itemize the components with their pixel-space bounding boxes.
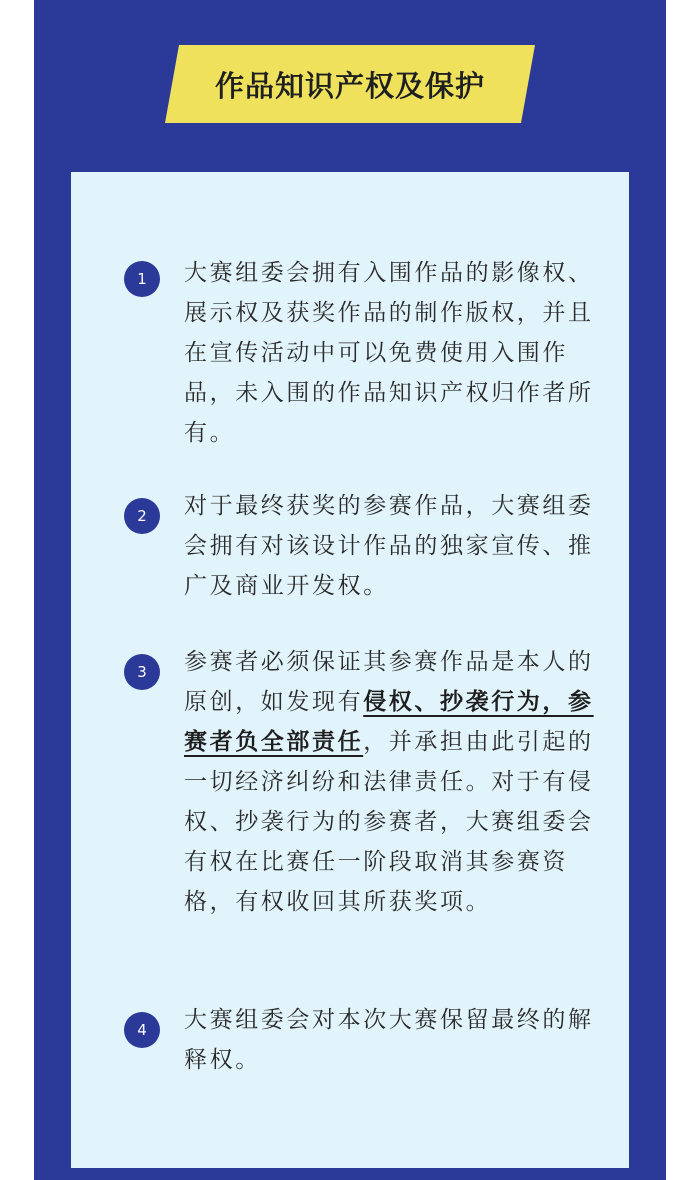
highlighted-warning: 侵权、抄袭行为，参赛者负全部责任 [184,689,594,755]
item-text-part: 参赛者必须保证其参赛作品是本人的原创，如发现有 [184,649,594,715]
page-title: 作品知识产权及保护 [214,68,485,103]
item-number-badge: 3 [124,654,160,690]
item-text: 大赛组委会拥有入围作品的影像权、展示权及获奖作品的制作版权，并且在宣传活动中可以免费使用入围作品，未入围的作品知识产权归作者所有。 [184,260,594,446]
item-text: 大赛组委会对本次大赛保留最终的解释权。 [184,1007,594,1073]
item-text [184,642,594,922]
item-text-part: ，并承担由此引起的一切经济纠纷和法律责任。对于有侵权、抄袭行为的参赛者，大赛组委会有权在比赛任一阶段取消其参赛资格，有权收回其所获奖项。 [184,729,594,915]
item-number-badge: 4 [124,1012,160,1048]
item-text: 对于最终获奖的参赛作品，大赛组委会拥有对该设计作品的独家宣传、推广及商业开发权。 [184,493,594,599]
title-banner [165,45,535,123]
item-number-badge: 2 [124,498,160,534]
item-number-badge: 1 [124,261,160,297]
